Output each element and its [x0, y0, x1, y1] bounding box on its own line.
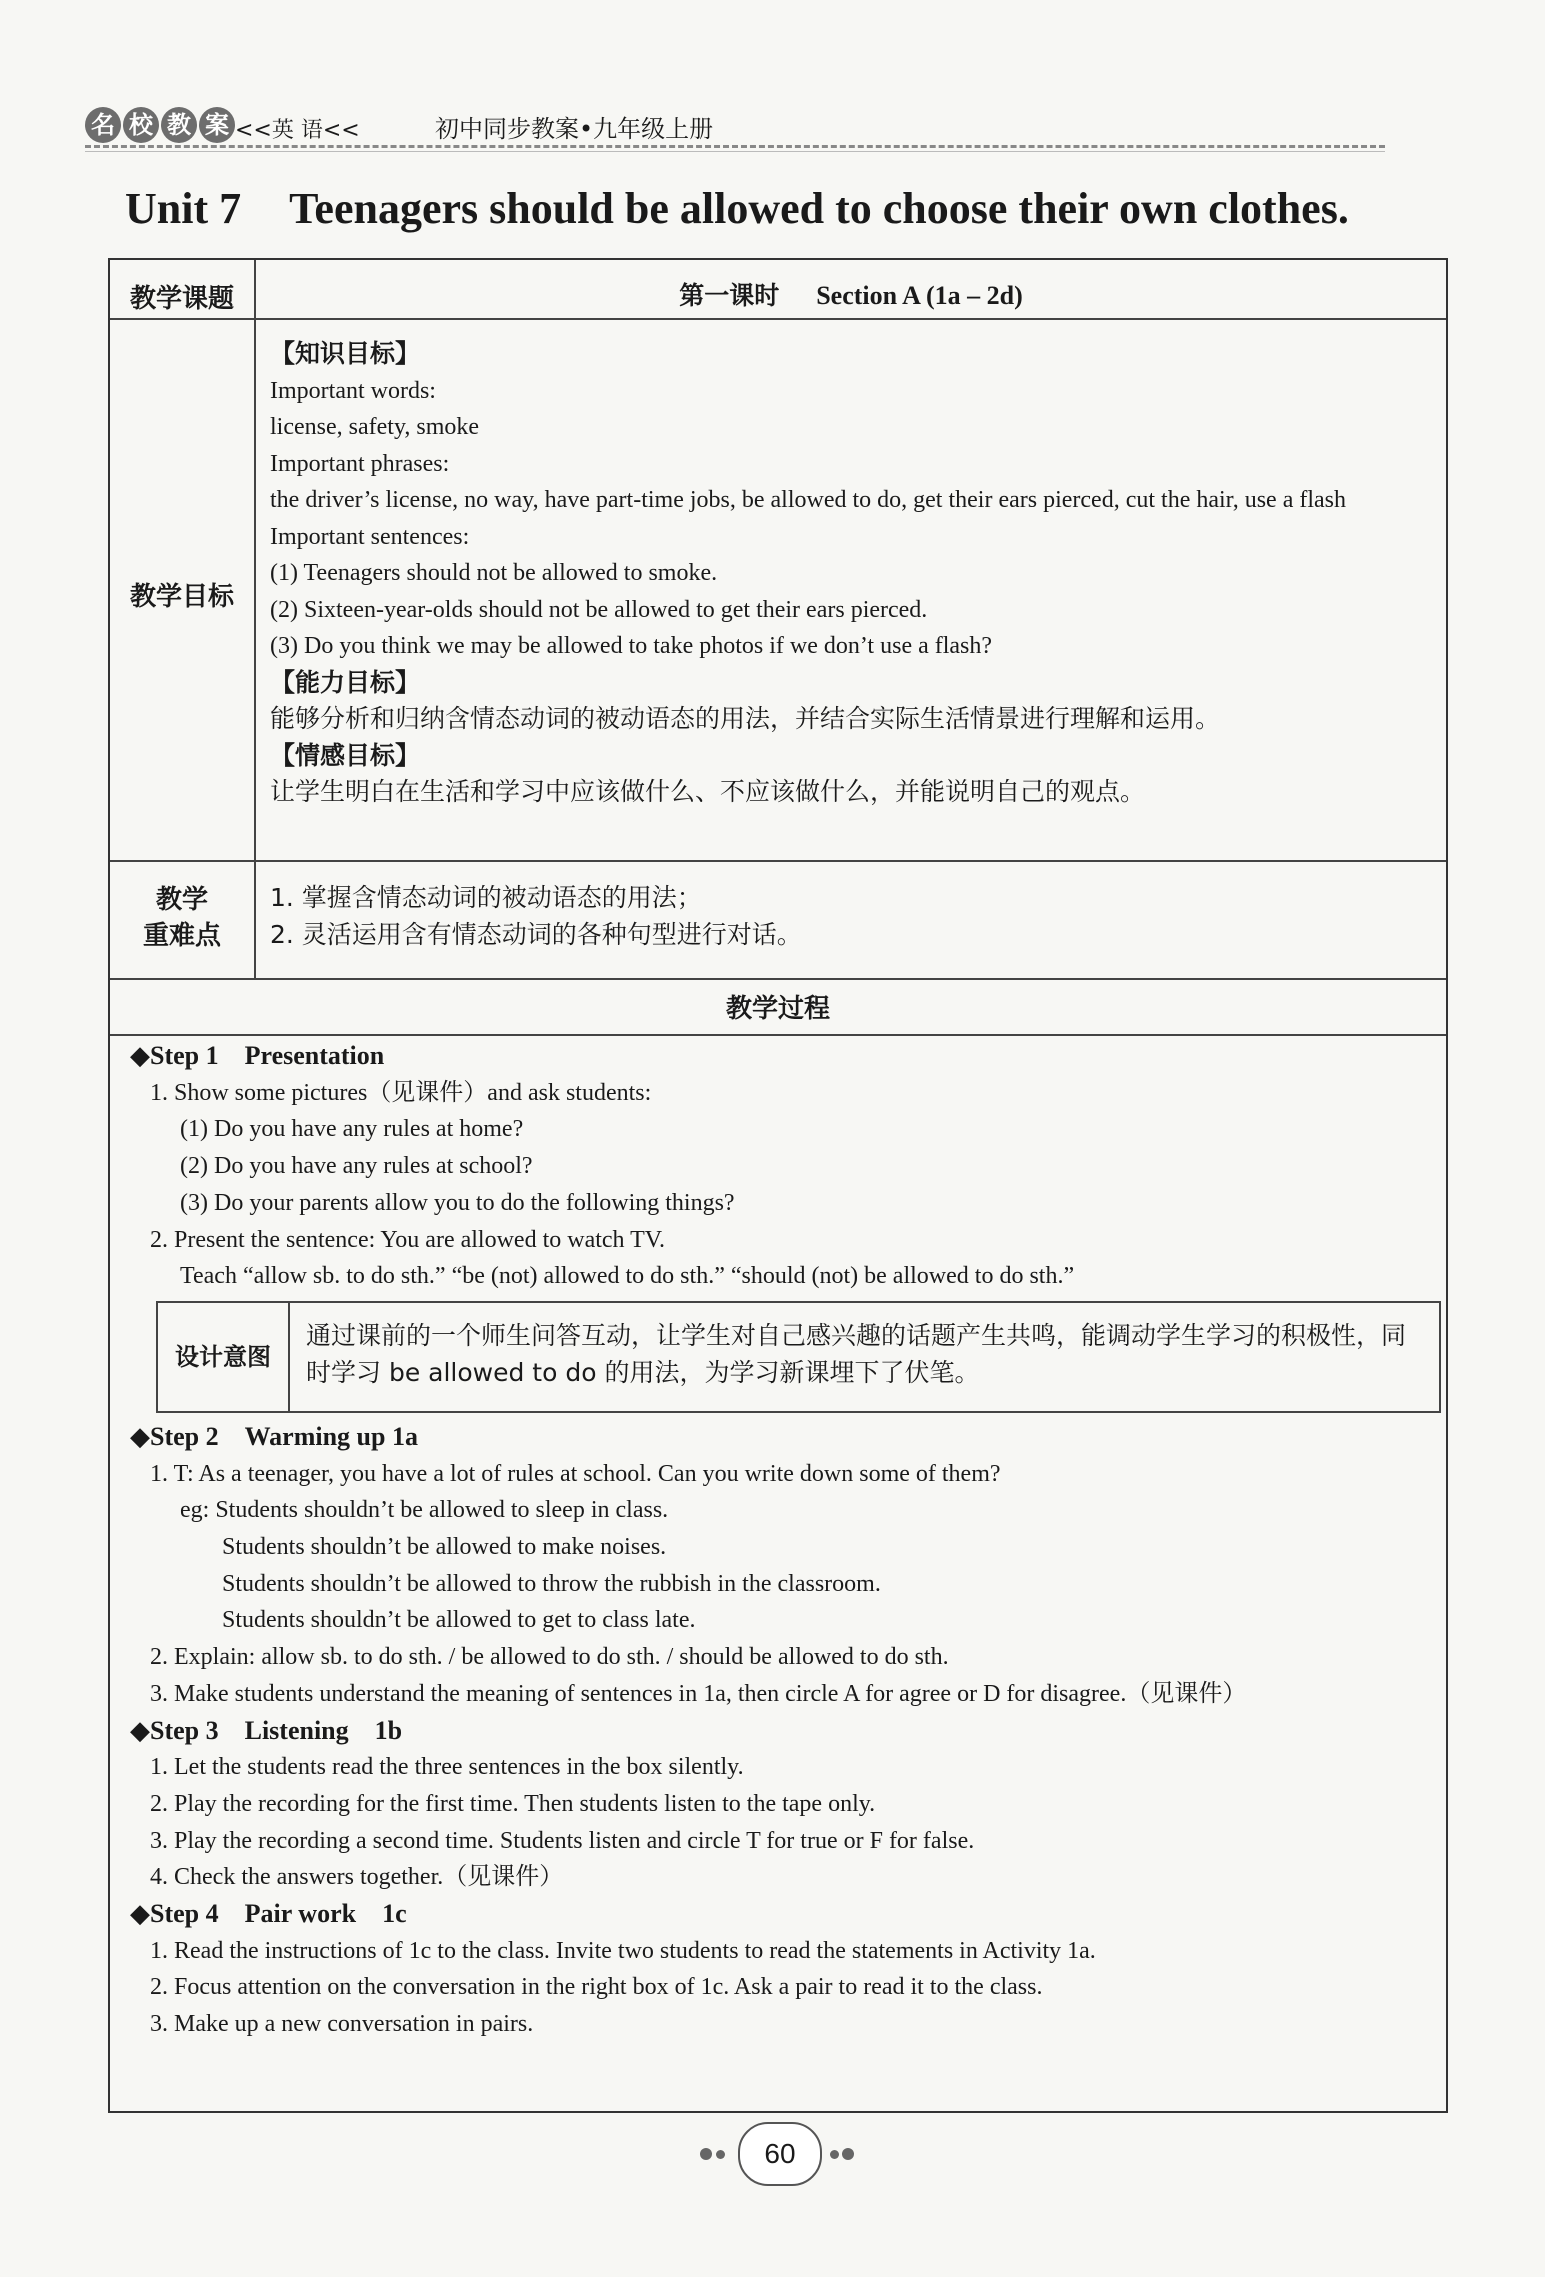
step-line: (2) Do you have any rules at school?	[180, 1153, 533, 1180]
book-title: 初中同步教案•九年级上册	[435, 115, 714, 143]
step-line: 2. Play the recording for the first time. Then students listen to the tape only.	[150, 1790, 876, 1817]
step-4-title: ◆Step 4 Pair work 1c	[130, 1899, 407, 1929]
goals-label: 教学目标	[129, 582, 234, 612]
step-line: 1. Let the students read the three sentences in the box silently.	[150, 1754, 744, 1781]
difficulty-item: 1. 掌握含情态动词的被动语态的用法；	[270, 883, 702, 912]
step-line: 3. Make students understand the meaning of sentences in 1a, then circle A for agree or D for disagree.（见课件）	[150, 1680, 1247, 1707]
step-3-title: ◆Step 3 Listening 1b	[130, 1715, 403, 1745]
phrases-list: the driver’s license, no way, have part-time jobs, be allowed to do, get their ears pierced, cut the hair, use a flash	[270, 487, 1346, 513]
design-intent-label: 设计意图	[158, 1303, 290, 1411]
sentences-label: Important sentences:	[270, 523, 470, 550]
unit-number: Unit 7	[125, 184, 242, 233]
step-1-title: ◆Step 1 Presentation	[130, 1041, 385, 1070]
step-line: 2. Explain: allow sb. to do sth. / be allowed to do sth. / should be allowed to do sth.	[150, 1644, 949, 1671]
difficulty-label	[110, 882, 254, 954]
row-divider	[110, 1034, 1446, 1036]
page-number-badge	[680, 2120, 880, 2190]
phrases-label: Important phrases:	[270, 450, 450, 477]
step-line: Students shouldn’t be allowed to get to class late.	[222, 1607, 696, 1634]
difficulty-label-line: 重难点	[142, 921, 221, 951]
unit-title-text: Teenagers should be allowed to choose their own clothes.	[289, 184, 1349, 233]
ability-text: 能够分析和归纳含情态动词的被动语态的用法，并结合实际生活情景进行理解和运用。	[270, 704, 1221, 733]
step-line: eg: Students shouldn’t be allowed to sleep in class.	[180, 1497, 669, 1524]
page-number: 60	[738, 2122, 822, 2186]
column-divider	[254, 260, 256, 978]
topic-value-en: Section A (1a – 2d)	[816, 281, 1023, 310]
decor-dot	[842, 2148, 854, 2160]
difficulty-label-line: 教学	[155, 885, 208, 915]
sentence-item: (3) Do you think we may be allowed to take photos if we don’t use a flash?	[270, 633, 993, 659]
series-logo	[85, 107, 235, 147]
step-line: 1. Read the instructions of 1c to the class. Invite two students to read the statements in Activity 1a.	[150, 1937, 1096, 1964]
step-line: Students shouldn’t be allowed to make noises.	[222, 1534, 667, 1561]
row-divider	[110, 318, 1446, 320]
step-line: Students shouldn’t be allowed to throw the rubbish in the classroom.	[222, 1570, 881, 1597]
difficulty-item: 2. 灵活运用含有情态动词的各种句型进行对话。	[270, 919, 802, 949]
step-line: 4. Check the answers together.（见课件）	[150, 1864, 564, 1891]
topic-value	[256, 276, 1446, 312]
step-line: Teach “allow sb. to do sth.” “be (not) allowed to do sth.” “should (not) be allowed to do sth.”	[180, 1263, 1075, 1290]
sentence-item: (2) Sixteen-year-olds should not be allowed to get their ears pierced.	[270, 596, 928, 623]
words-label: Important words:	[270, 377, 436, 404]
emotion-text: 让学生明白在生活和学习中应该做什么、不应该做什么，并能说明自己的观点。	[270, 777, 1146, 806]
header-divider	[85, 145, 1385, 148]
step-line: (1) Do you have any rules at home?	[180, 1116, 524, 1143]
logo-char: 案	[199, 107, 235, 143]
topic-label: 教学课题	[129, 284, 234, 314]
ability-heading: 【能力目标】	[270, 667, 421, 697]
design-intent-box	[156, 1301, 1441, 1413]
goals-content	[270, 336, 1432, 811]
teaching-steps	[130, 1038, 1432, 2043]
step-line: 1. T: As a teenager, you have a lot of rules at school. Can you write down some of them?	[150, 1460, 1001, 1487]
topic-value-cn: 第一课时	[679, 281, 780, 310]
logo-char: 名	[85, 107, 121, 143]
sentence-item: (1) Teenagers should not be allowed to smoke.	[270, 560, 718, 586]
step-2-title: ◆Step 2 Warming up 1a	[130, 1421, 418, 1451]
subject-label: <<英 语<<	[235, 118, 360, 143]
step-line: 3. Play the recording a second time. Students listen and circle T for true or F for false.	[150, 1827, 975, 1854]
logo-char: 教	[161, 107, 197, 143]
header-divider-thin	[85, 151, 1385, 152]
step-line: 3. Make up a new conversation in pairs.	[150, 2011, 534, 2038]
unit-title	[125, 183, 1455, 234]
words-list: license, safety, smoke	[270, 414, 480, 440]
step-line: (3) Do your parents allow you to do the following things?	[180, 1189, 735, 1216]
design-intent-text: 通过课前的一个师生问答互动，让学生对自己感兴趣的话题产生共鸣，能调动学生学习的积极性，同时学习 be allowed to do 的用法，为学习新课埋下了伏笔。	[306, 1320, 1407, 1387]
page-header	[85, 105, 1465, 155]
process-heading: 教学过程	[725, 994, 830, 1024]
decor-dot	[716, 2150, 725, 2159]
difficulty-content	[270, 880, 1432, 953]
decor-dot	[700, 2148, 712, 2160]
decor-dot	[830, 2150, 839, 2159]
knowledge-heading: 【知识目标】	[270, 339, 421, 368]
emotion-heading: 【情感目标】	[270, 740, 421, 770]
step-line: 1. Show some pictures（见课件）and ask students:	[150, 1079, 652, 1106]
row-divider	[110, 978, 1446, 980]
logo-char: 校	[123, 107, 159, 143]
step-line: 2. Focus attention on the conversation in the right box of 1c. Ask a pair to read it to the class.	[150, 1974, 1043, 2001]
row-divider	[110, 860, 1446, 862]
lesson-plan-table	[108, 258, 1448, 2113]
step-line: 2. Present the sentence: You are allowed to watch TV.	[150, 1226, 666, 1253]
